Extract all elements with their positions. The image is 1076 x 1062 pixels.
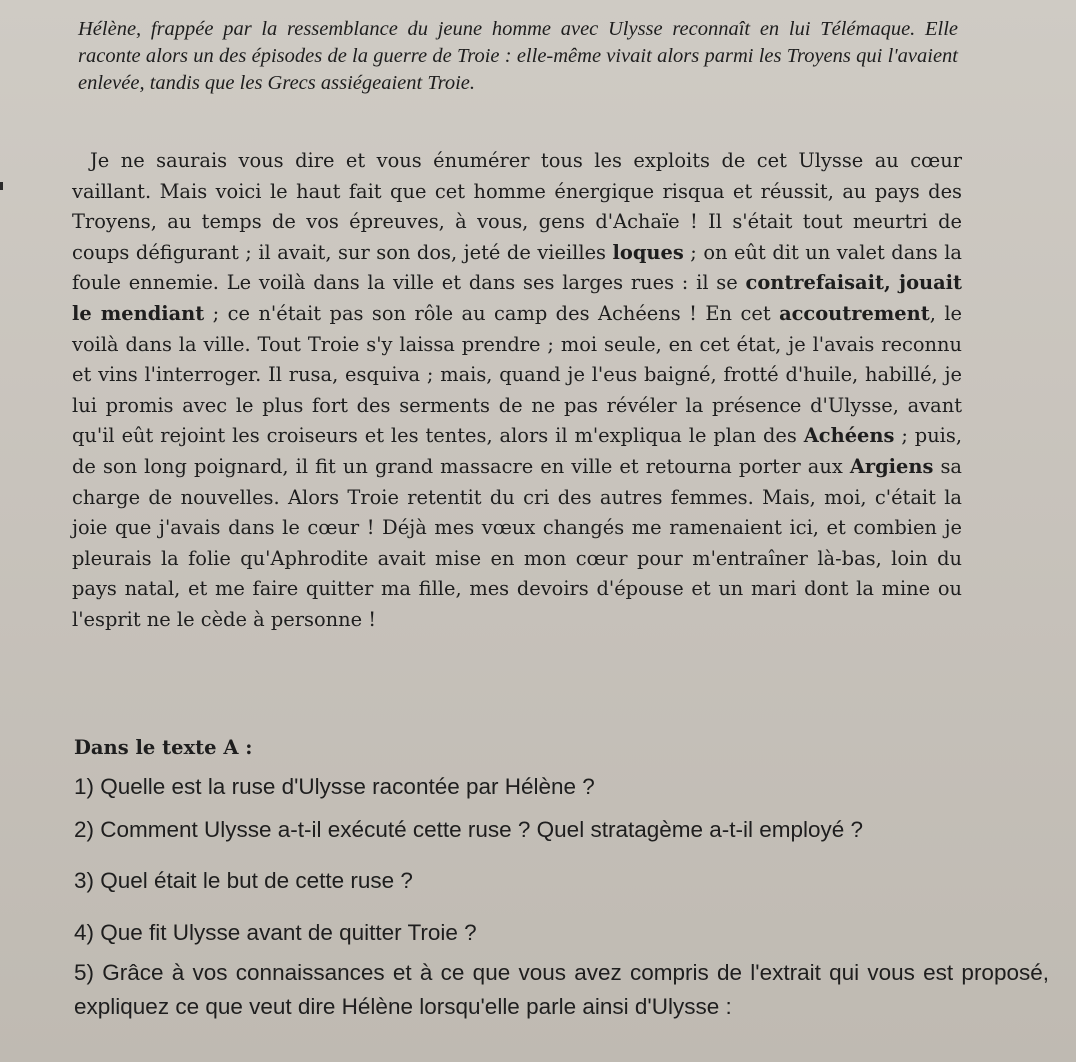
question-5: 5) Grâce à vos connaissances et à ce que vous avez compris de l'extrait qui vous est proposé, expliquez ce que veut dire Hélène lorsqu'elle parle ainsi d'Ulysse : [74,960,1049,1019]
excerpt-text-3: ; ce n'était pas son rôle au camp des Achéens ! En cet [204,301,780,325]
question-4: 4) Que fit Ulysse avant de quitter Troie ? [74,920,477,945]
glossary-word-argiens: Argiens [849,454,934,478]
question-3: 3) Quel était le but de cette ruse ? [74,868,413,893]
glossary-word-accoutrement: accoutrement [779,301,930,325]
excerpt-paragraph [72,146,962,636]
glossary-word-contrefaisait: contrefaisait, jouait le mendiant [72,271,962,325]
excerpt-text-4: , le voilà dans la ville. Tout Troie s'y laissa prendre ; moi seule, en cet état, je l'avais reconnu et vins l'interroger. Il rusa, esquiva ; mais, quand je l'eus baigné, frotté d'huile, habillé, je lui promis avec le plus fort des serments de ne pas révéler la présence d'Ulysse, avant qu'il eût rejoint les croiseurs et les tentes, alors il m'expliqua le plan des [72,301,962,448]
intro-paragraph: Hélène, frappée par la ressemblance du jeune homme avec Ulysse reconnaît en lui Télémaque. Elle raconte alors un des épisodes de la guerre de Troie : elle-même vivait alors parmi les Troyens qui l'avaient enlevée, tandis que les Grecs assiégeaient Troie. [78,18,958,94]
question-2: 2) Comment Ulysse a-t-il exécuté cette ruse ? Quel stratagème a-t-il employé ? [74,817,864,842]
margin-mark [0,182,3,190]
excerpt-text-2: ; on eût dit un valet dans la foule ennemie. Le voilà dans la ville et dans ses larges rues : il se [72,240,962,295]
question-1: 1) Quelle est la ruse d'Ulysse racontée par Hélène ? [74,774,595,799]
excerpt-text-5: ; puis, de son long poignard, il fit un grand massacre en ville et retourna porter aux [72,424,962,478]
questions-heading: Dans le texte A : [74,736,253,759]
excerpt-text-6: sa charge de nouvelles. Alors Troie retentit du cri des autres femmes. Mais, moi, c'était la joie que j'avais dans le cœur ! Déjà mes vœux changés me ramenaient ici, et combien je pleurais la folie qu'Aphrodite avait mise en mon cœur pour m'entraîner là-bas, loin du pays natal, et me faire quitter ma fille, mes devoirs d'épouse et un mari dont la mine ou l'esprit ne le cède à personne ! [72,454,962,631]
glossary-word-acheens: Achéens [803,424,895,448]
excerpt-text-1: Je ne saurais vous dire et vous énumérer tous les exploits de cet Ulysse au cœur vaillant. Mais voici le haut fait que cet homme énergique risqua et réussit, au pays des Troyens, au temps de vos épreuves, à vous, gens d'Achaïe ! Il s'était tout meurtri de coups défigurant ; il avait, sur son dos, jeté de vieilles [72,149,962,264]
glossary-word-loques: loques [612,240,684,264]
